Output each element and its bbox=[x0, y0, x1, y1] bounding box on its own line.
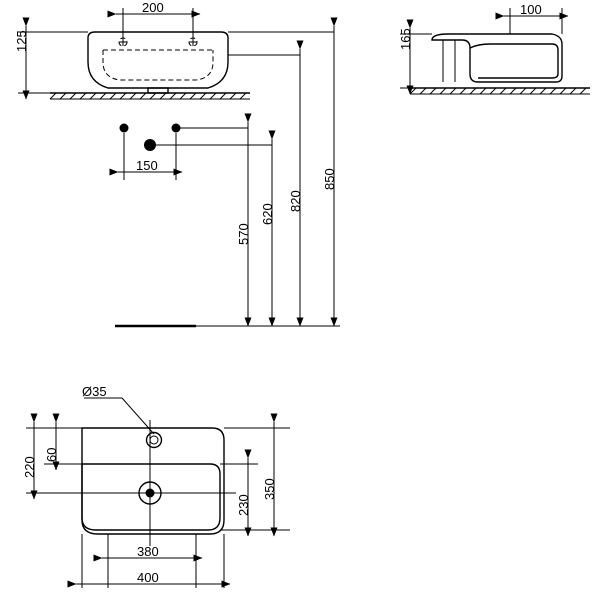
dim-label-620: 620 bbox=[260, 203, 275, 225]
dim-label-125: 125 bbox=[14, 30, 29, 52]
dim-label-820: 820 bbox=[288, 190, 303, 212]
dim-label-60: 60 bbox=[44, 447, 59, 462]
dim-label-570: 570 bbox=[236, 223, 251, 245]
front-elevation-view bbox=[18, 8, 340, 326]
dim-label-100: 100 bbox=[520, 2, 542, 17]
dim-label-diameter-35: Ø35 bbox=[82, 384, 107, 399]
dim-label-165: 165 bbox=[398, 28, 413, 50]
dim-label-850: 850 bbox=[322, 168, 337, 190]
dim-label-200: 200 bbox=[142, 0, 164, 15]
side-elevation-view bbox=[400, 8, 590, 94]
dim-label-400: 400 bbox=[137, 570, 159, 585]
dim-label-150: 150 bbox=[136, 158, 158, 173]
dim-label-380: 380 bbox=[137, 544, 159, 559]
top-plan-view bbox=[26, 398, 290, 588]
dim-label-230: 230 bbox=[236, 494, 251, 516]
dim-label-220: 220 bbox=[22, 456, 37, 478]
dim-label-350: 350 bbox=[262, 478, 277, 500]
